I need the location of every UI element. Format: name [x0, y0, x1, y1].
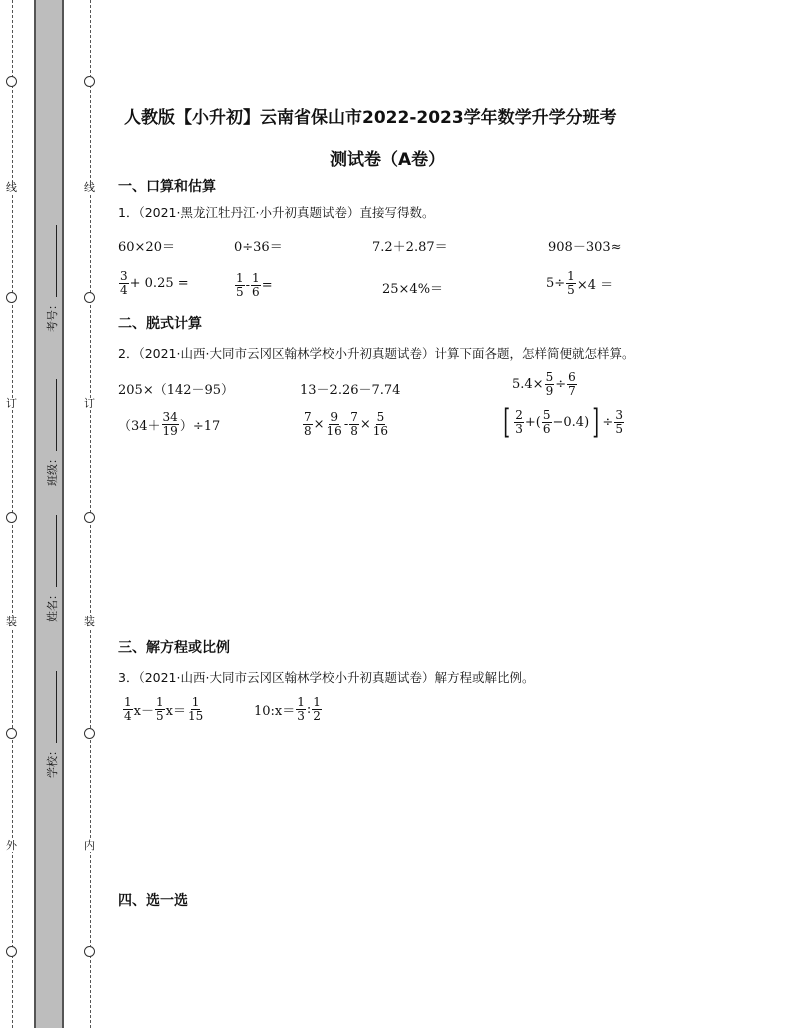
margin-inner-char: 装 — [84, 615, 95, 628]
calc-expression — [500, 402, 625, 442]
denominator: 4 — [124, 709, 132, 723]
denominator: 8 — [304, 424, 312, 438]
school-field[interactable] — [44, 671, 60, 778]
binding-hole — [6, 728, 17, 739]
exam-number-field[interactable] — [44, 225, 60, 332]
margin-inner-char: 订 — [84, 397, 95, 410]
binding-hole — [84, 512, 95, 523]
expr-text: 5.4× — [512, 377, 544, 392]
numerator: 3 — [120, 269, 128, 283]
numerator: 5 — [545, 370, 554, 384]
numerator: 6 — [568, 370, 576, 384]
right-bracket: ] — [592, 402, 600, 442]
denominator: 5 — [236, 285, 244, 299]
binding-band — [34, 0, 64, 1028]
margin-outer-char: 线 — [6, 181, 17, 194]
class-label: 班级： — [46, 453, 59, 486]
operator: - — [343, 417, 349, 432]
denominator: 16 — [326, 424, 342, 438]
margin-outer-char: 外 — [6, 839, 17, 852]
operator: +( — [524, 414, 541, 430]
calc-expression — [118, 411, 220, 438]
name-label: 姓名： — [46, 589, 59, 622]
calc-item: 25×4%＝ — [382, 282, 444, 297]
numerator: 34 — [162, 410, 178, 424]
binding-hole — [84, 292, 95, 303]
school-label: 学校： — [46, 745, 59, 778]
calc-expression: 205×（142－95） — [118, 383, 235, 398]
numerator: 1 — [236, 271, 244, 285]
calc-item: 908－303≈ — [548, 240, 622, 255]
numerator: 9 — [330, 410, 338, 424]
name-field[interactable] — [44, 515, 60, 622]
calc-item: 60×20＝ — [118, 240, 175, 255]
exam-number-label: 考号： — [46, 299, 59, 332]
denominator: 9 — [545, 384, 554, 398]
denominator: 16 — [372, 424, 389, 438]
calc-item: 0÷36＝ — [234, 240, 283, 255]
expr-text: （34＋ — [118, 419, 161, 434]
denominator: 2 — [313, 709, 321, 723]
binding-hole — [84, 76, 95, 87]
expr-text: 5÷ — [546, 276, 566, 291]
operator: ÷ — [602, 414, 614, 430]
calc-item-fraction — [118, 270, 189, 297]
section-heading-1: 一、口算和估算 — [118, 179, 216, 195]
question-1: 1．（2021·黑龙江牡丹江·小升初真题试卷）直接写得数。 — [118, 205, 435, 220]
denominator: 5 — [567, 283, 575, 297]
denominator: 6 — [252, 285, 260, 299]
denominator: 7 — [568, 384, 576, 398]
calc-expression — [302, 411, 390, 438]
denominator: 3 — [297, 709, 305, 723]
binding-hole — [84, 728, 95, 739]
denominator: 4 — [120, 283, 128, 297]
operator: ÷ — [555, 377, 567, 392]
operator: : — [306, 702, 312, 717]
denominator: 15 — [187, 709, 204, 723]
margin-outer-char: 订 — [6, 397, 17, 410]
numerator: 1 — [252, 271, 260, 285]
class-field[interactable] — [44, 379, 60, 486]
expr-text: + 0.25 = — [129, 276, 189, 291]
numerator: 1 — [313, 695, 321, 709]
numerator: 1 — [155, 695, 164, 709]
calc-expression: 13－2.26－7.74 — [300, 383, 401, 398]
calc-expression — [512, 371, 578, 398]
proportion — [254, 696, 323, 723]
denominator: 5 — [155, 709, 164, 723]
expr-text: x＝ — [165, 704, 186, 719]
numerator: 5 — [376, 410, 385, 424]
binding-hole — [6, 512, 17, 523]
section-heading-4: 四、选一选 — [118, 893, 188, 909]
numerator: 1 — [191, 695, 200, 709]
numerator: 1 — [567, 269, 575, 283]
margin-outer-char: 装 — [6, 615, 17, 628]
question-3: 3．（2021·山西·大同市云冈区翰林学校小升初真题试卷）解方程或解比例。 — [118, 670, 535, 685]
page-subtitle: 测试卷（A卷） — [330, 150, 446, 170]
page-title: 人教版【小升初】云南省保山市2022-2023学年数学升学分班考 — [124, 108, 617, 128]
numerator: 2 — [515, 407, 523, 422]
numerator: 7 — [304, 410, 312, 424]
denominator: 8 — [350, 424, 358, 438]
expr-text: = — [261, 278, 273, 293]
calc-item-fraction — [546, 270, 613, 297]
denominator: 19 — [162, 424, 178, 438]
margin-inner-char: 内 — [84, 839, 95, 852]
binding-hole — [6, 76, 17, 87]
binding-hole — [6, 292, 17, 303]
left-bracket: [ — [503, 402, 510, 442]
section-heading-3: 三、解方程或比例 — [118, 640, 230, 656]
expr-text: −0.4) — [552, 414, 590, 430]
calc-item: 7.2＋2.87＝ — [372, 240, 448, 255]
margin-inner-char: 线 — [84, 181, 95, 194]
calc-item-fraction — [234, 272, 273, 299]
numerator: 1 — [124, 695, 132, 709]
denominator: 6 — [542, 421, 551, 436]
denominator: 5 — [615, 421, 623, 436]
expr-text: x－ — [133, 704, 154, 719]
operator: - — [245, 278, 251, 293]
binding-hole — [84, 946, 95, 957]
equation — [122, 696, 205, 723]
numerator: 1 — [297, 695, 305, 709]
expr-text: ×4 ＝ — [576, 278, 614, 293]
numerator: 5 — [542, 407, 551, 422]
numerator: 7 — [350, 410, 358, 424]
denominator: 3 — [515, 421, 523, 436]
expr-text: ）÷17 — [179, 419, 221, 434]
numerator: 3 — [615, 407, 623, 422]
operator: × — [313, 417, 325, 432]
binding-hole — [6, 946, 17, 957]
question-2: 2．（2021·山西·大同市云冈区翰林学校小升初真题试卷）计算下面各题，怎样简便就怎样算。 — [118, 346, 635, 361]
expr-text: 10:x＝ — [254, 704, 296, 719]
operator: × — [359, 417, 371, 432]
section-heading-2: 二、脱式计算 — [118, 316, 202, 332]
